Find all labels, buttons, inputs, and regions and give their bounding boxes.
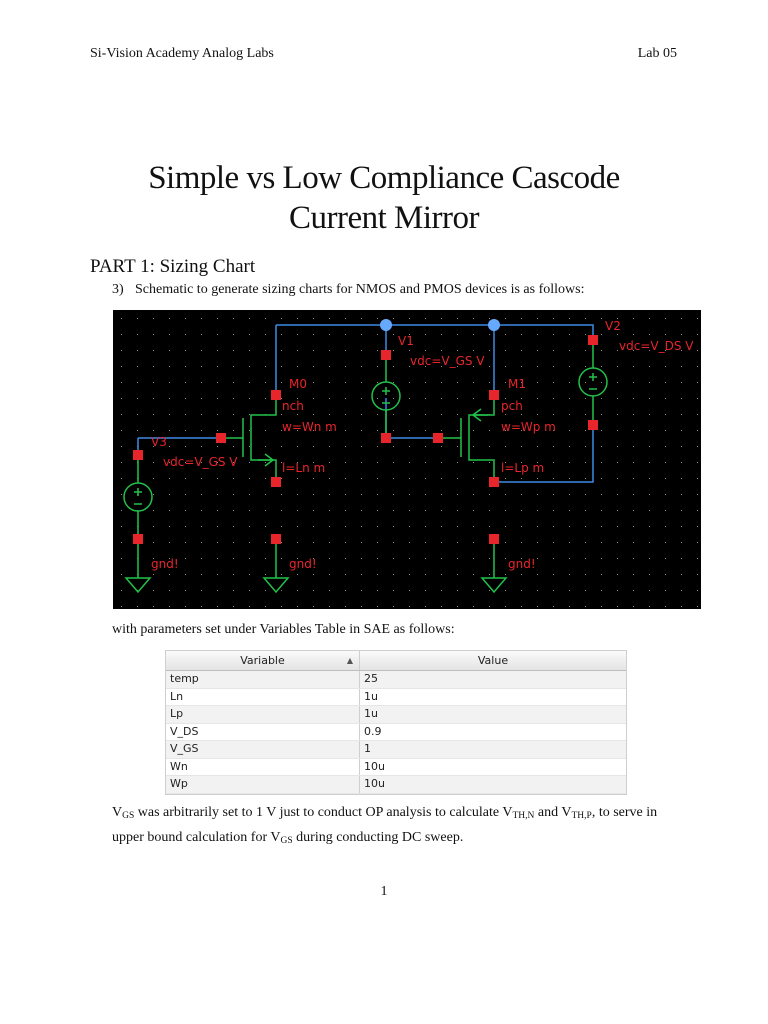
table-row[interactable] bbox=[166, 724, 626, 742]
label-m0-width: w=Wn m bbox=[282, 420, 337, 434]
cell-value: 1 bbox=[364, 742, 371, 755]
pin bbox=[133, 450, 143, 460]
cell-value: 10u bbox=[364, 777, 385, 790]
pin bbox=[588, 420, 598, 430]
junction-dot bbox=[380, 319, 392, 331]
page-title-line-2: Current Mirror bbox=[288, 200, 480, 236]
table-row[interactable] bbox=[166, 671, 626, 689]
pin bbox=[489, 390, 499, 400]
pin bbox=[433, 433, 443, 443]
sort-ascending-icon[interactable]: ▲ bbox=[346, 656, 353, 665]
label-v3-param: vdc=V_GS V bbox=[163, 455, 238, 469]
pin bbox=[489, 534, 499, 544]
cell-variable: Lp bbox=[166, 706, 360, 723]
cell-variable: temp bbox=[166, 671, 360, 688]
label-v3: V3 bbox=[151, 435, 167, 449]
cell-variable: Ln bbox=[166, 689, 360, 706]
table-row[interactable] bbox=[166, 776, 626, 794]
cell-value: 10u bbox=[364, 759, 385, 773]
variables-table bbox=[165, 650, 627, 795]
header-lab-number: Lab 05 bbox=[637, 46, 677, 61]
label-v1-param: vdc=V_GS V bbox=[410, 354, 485, 368]
pin bbox=[133, 534, 143, 544]
table-row[interactable] bbox=[166, 759, 626, 777]
table-row[interactable] bbox=[166, 741, 626, 759]
pin bbox=[489, 477, 499, 487]
pin bbox=[271, 477, 281, 487]
cell-value: 1u bbox=[364, 707, 378, 720]
label-m0-length: l=Ln m bbox=[282, 461, 326, 475]
header-course-name: Si-Vision Academy Analog Labs bbox=[90, 46, 274, 61]
step-text: Schematic to generate sizing charts for NMOS and PMOS devices is as follows: bbox=[135, 282, 585, 297]
schematic-canvas bbox=[113, 310, 701, 609]
body-paragraph: $V_{GS}$ was arbitrarily set to 1 V just to conduct OP analysis to calculate $V_{TH,N}$ and $V_{TH,P}$, to serve in upper bound calculation for $V_{GS}$ during conducting DC sweep. bbox=[112, 805, 658, 846]
table-row[interactable] bbox=[166, 689, 626, 707]
cell-value: 25 bbox=[364, 672, 378, 685]
table-row[interactable] bbox=[166, 706, 626, 724]
junction-dot bbox=[488, 319, 500, 331]
label-gnd-3: gnd! bbox=[508, 557, 536, 571]
cell-value: 0.9 bbox=[364, 724, 382, 738]
pin bbox=[216, 433, 226, 443]
step-item bbox=[112, 282, 584, 298]
cell-value: 1u bbox=[364, 689, 378, 703]
pin bbox=[381, 350, 391, 360]
label-v1: V1 bbox=[398, 334, 414, 348]
label-m1: M1 bbox=[508, 377, 526, 391]
label-v2: V2 bbox=[605, 319, 621, 333]
page-number: 1 bbox=[380, 884, 388, 899]
table-caption: with parameters set under Variables Table in SAE as follows: bbox=[112, 622, 455, 637]
pin bbox=[271, 390, 281, 400]
pin bbox=[588, 335, 598, 345]
label-gnd-2: gnd! bbox=[289, 557, 317, 571]
label-m1-width: w=Wp m bbox=[501, 420, 556, 434]
label-gnd-1: gnd! bbox=[151, 557, 179, 571]
pin bbox=[271, 534, 281, 544]
cell-variable: Wp bbox=[166, 776, 360, 793]
column-header-variable[interactable]: Variable ▲ bbox=[166, 651, 360, 670]
cell-variable: V_DS bbox=[166, 724, 360, 741]
step-number: 3) bbox=[112, 282, 124, 297]
column-header-value[interactable]: Value bbox=[477, 654, 509, 667]
cell-variable: Wn bbox=[166, 759, 360, 776]
page-title-line-1: Simple vs Low Compliance Cascode bbox=[148, 160, 620, 196]
label-m1-model: pch bbox=[501, 399, 523, 413]
label-v2-param: vdc=V_DS V bbox=[619, 339, 694, 353]
section-heading: PART 1: Sizing Chart bbox=[90, 256, 256, 277]
pin bbox=[381, 433, 391, 443]
table-header-row bbox=[166, 651, 626, 671]
schematic-figure bbox=[113, 310, 701, 609]
label-m0: M0 bbox=[289, 377, 307, 391]
label-m1-length: l=Lp m bbox=[501, 461, 545, 475]
label-m0-model: nch bbox=[282, 399, 304, 413]
cell-variable: V_GS bbox=[166, 741, 360, 758]
